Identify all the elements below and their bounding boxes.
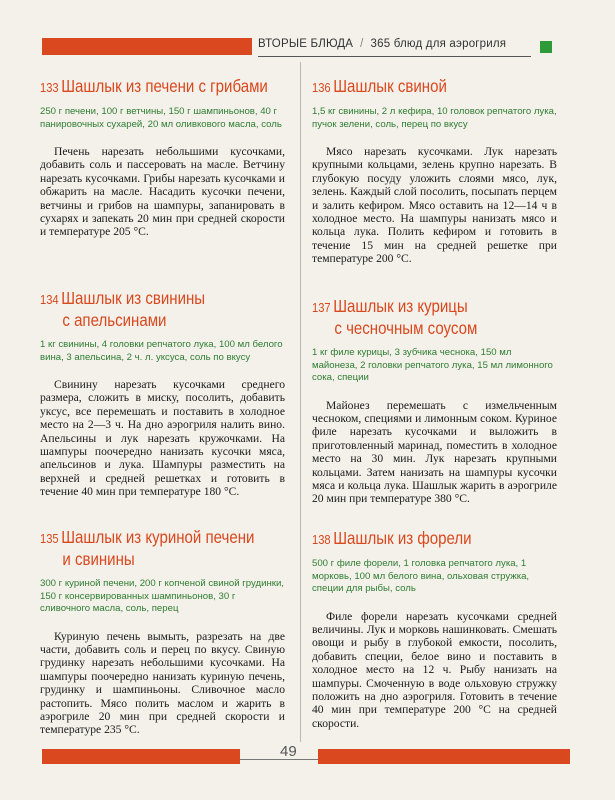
recipe-title: 133 Шашлык из печени с грибами xyxy=(40,76,268,96)
recipe-instructions: Куриную печень вымыть, разрезать на две части, добавить соль и перец по вкусу. Свиную грудинку нарезать небольшими кусочками. На шампуры поочередно нанизать куриную печень, грудинку и шампиньоны. Сливочное масло растопить. Мясо полить маслом и жарить в аэрогриле 20 мин при средней скорости и температуре 235 °С. xyxy=(40,629,285,737)
recipe-133 xyxy=(40,76,285,239)
recipe-137 xyxy=(312,296,557,506)
footer-accent-bar-left xyxy=(42,749,240,764)
recipe-instructions: Филе форели нарезать кусочками средней величины. Лук и морковь нашинковать. Смешать овощи и рыбу в глубокой емкости, посолить, добавить специи, белое вино и поставить в холодное место на 12 ч. Рыбу нанизать на шампуры. Смоченную в воде ольховую стружку положить на дно аэрогриля. Готовить в течение 40 мин при температуре 200 °С на средней скорости. xyxy=(312,609,557,730)
recipe-instructions: Мясо нарезать кусочками. Лук нарезать крупными кольцами, зелень крупно нарезать. В глубокую посуду уложить слоями мясо, лук, зелень. Каждый слой посолить, посыпать перцем и залить кефиром. Мясо оставить на 12—14 ч в холодное место. На шампуры нанизать мясо и кольца лука. Полить кефиром и готовить в течение 15 мин на средней решетке при температуре 200 °С. xyxy=(312,145,557,266)
header-rule xyxy=(258,56,531,57)
recipe-number: 134 xyxy=(40,292,59,307)
running-header xyxy=(258,38,506,50)
recipe-number: 135 xyxy=(40,531,59,546)
column-divider xyxy=(300,62,301,742)
recipe-ingredients: 1 кг свинины, 4 головки репчатого лука, 100 мл белого вина, 3 апельсина, 2 ч. л. уксуса, соль по вкусу xyxy=(40,339,283,363)
recipe-instructions: Майонез перемешать с измельченным чесноком, специями и лимонным соком. Куриное филе нарезать кусочками и выложить в приготовленный маринад, поместить в холодное место на 30 мин. Лук нарезать крупными кольцами. Затем нанизать на шампуры кусочки мяса и кольца лука. Шашлык жарить в аэрогриле 20 мин при температуре 380 °С. xyxy=(312,398,557,506)
header-separator: / xyxy=(360,38,364,50)
recipe-ingredients: 1,5 кг свинины, 2 л кефира, 10 головок репчатого лука, пучок зелени, соль, перец по вкусу xyxy=(312,106,557,130)
section-title: ВТОРЫЕ БЛЮДА xyxy=(258,38,354,50)
recipe-number: 137 xyxy=(312,300,331,315)
recipe-instructions: Печень нарезать небольшими кусочками, добавить соль и пассеровать на масле. Ветчину нарезать кусочками. Грибы нарезать кусочками и обжарить на масле. Насадить кусочки печени, ветчины и грибов на шампуры, запанировать в сухарях и запекать 20 мин при средней скорости и температуре 205 °С. xyxy=(40,145,285,239)
recipe-ingredients: 1 кг филе курицы, 3 зубчика чеснока, 150 мл майонеза, 2 головки репчатого лука, 15 мл лимонного сока, специи xyxy=(312,347,553,383)
recipe-ingredients: 250 г печени, 100 г ветчины, 150 г шампиньонов, 40 г панировочных сухарей, 20 мл оливкового масла, соль xyxy=(40,106,282,130)
book-title: 365 блюд для аэрогриля xyxy=(370,38,507,50)
recipe-135 xyxy=(40,527,285,737)
recipe-number: 136 xyxy=(312,80,331,95)
recipe-title: 135 Шашлык из куриной печени и свинины xyxy=(40,527,255,569)
recipe-number: 138 xyxy=(312,532,331,547)
recipe-number: 133 xyxy=(40,80,59,95)
recipe-136 xyxy=(312,76,557,266)
recipe-title: 138 Шашлык из форели xyxy=(312,528,472,548)
recipe-138 xyxy=(312,528,557,730)
recipe-ingredients: 300 г куриной печени, 200 г копченой свиной грудинки, 150 г консервированных шампиньонов, 30 г сливочного масла, соль, перец xyxy=(40,578,284,614)
recipe-instructions: Свинину нарезать кусочками среднего размера, сложить в миску, посолить, добавить уксус, все перемешать и поставить в холодное место на 2—3 ч. На дно аэрогриля налить вино. Апельсины и лук нарезать кружочками. На шампуры поочередно нанизать кусочки мяса, апельсинов и лука. Шампуры разместить на верхней и средней решетках и готовить в течение 40 мин при температуре 180 °С. xyxy=(40,378,285,499)
recipe-title: 137 Шашлык из курицы с чесночным соусом xyxy=(312,296,478,338)
recipe-title: 136 Шашлык свиной xyxy=(312,76,447,96)
recipe-title: 134 Шашлык из свинины с апельсинами xyxy=(40,288,206,330)
recipe-134 xyxy=(40,288,285,499)
footer-accent-bar-right xyxy=(318,749,570,764)
header-accent-bar xyxy=(42,38,252,55)
footer-rule xyxy=(240,759,318,760)
page-number: 49 xyxy=(280,743,297,760)
header-green-square xyxy=(540,41,552,53)
recipe-ingredients: 500 г филе форели, 1 головка репчатого лука, 1 морковь, 100 мл белого вина, ольховая стружка, специи для рыбы, соль xyxy=(312,558,530,594)
